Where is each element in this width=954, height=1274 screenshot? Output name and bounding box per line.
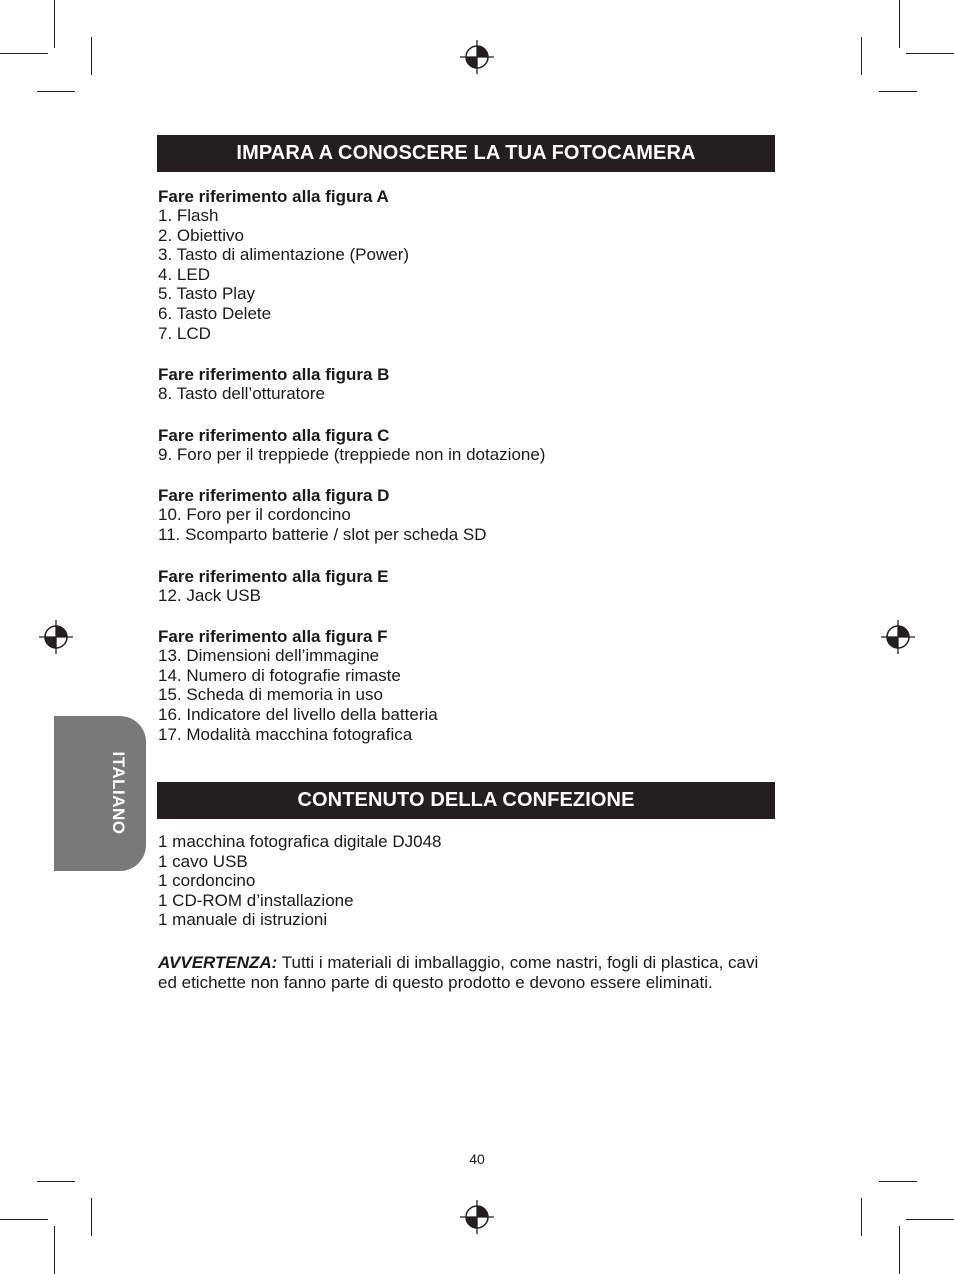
- list-item: 1 manuale di istruzioni: [158, 910, 328, 930]
- list-item: 9. Foro per il treppiede (treppiede non in dotazione): [158, 444, 546, 464]
- registration-mark-icon: [39, 620, 73, 654]
- crop-mark: [91, 1198, 92, 1236]
- list-item: 4. LED: [158, 264, 210, 284]
- crop-mark: [0, 53, 48, 54]
- crop-mark: [906, 1219, 954, 1220]
- figure-heading: Fare riferimento alla figura B: [158, 365, 390, 385]
- crop-mark: [861, 37, 862, 75]
- package-content: [158, 832, 778, 930]
- crop-mark: [54, 1226, 55, 1274]
- know-camera-content: [158, 187, 778, 744]
- figure-heading: Fare riferimento alla figura D: [158, 486, 390, 506]
- list-item: 13. Dimensioni dell’immagine: [158, 646, 380, 666]
- figure-heading: Fare riferimento alla figura C: [158, 425, 390, 445]
- crop-mark: [879, 1181, 917, 1182]
- registration-mark-icon: [881, 620, 915, 654]
- crop-mark: [906, 53, 954, 54]
- list-item: 1 cordoncino: [158, 871, 256, 891]
- list-item: 16. Indicatore del livello della batteria: [158, 704, 438, 724]
- crop-mark: [91, 37, 92, 75]
- language-tab-label: ITALIANO: [109, 751, 128, 835]
- list-item: 7. LCD: [158, 323, 211, 343]
- list-item: 17. Modalità macchina fotografica: [158, 724, 413, 744]
- crop-mark: [37, 91, 75, 92]
- crop-mark: [0, 1219, 48, 1220]
- list-item: 1 CD-ROM d’installazione: [158, 890, 354, 910]
- crop-mark: [899, 1226, 900, 1274]
- figure-heading: Fare riferimento alla figura E: [158, 566, 389, 586]
- list-item: 5. Tasto Play: [158, 284, 256, 304]
- list-item: 14. Numero di fotografie rimaste: [158, 665, 401, 685]
- registration-mark-icon: [460, 1200, 494, 1234]
- section-title-know-camera: IMPARA A CONOSCERE LA TUA FOTOCAMERA: [157, 135, 775, 172]
- list-item: 10. Foro per il cordoncino: [158, 505, 351, 525]
- warning-label: AVVERTENZA:: [158, 953, 278, 972]
- list-item: 6. Tasto Delete: [158, 303, 272, 323]
- registration-mark-icon: [460, 40, 494, 74]
- list-item: 1 cavo USB: [158, 851, 248, 871]
- list-item: 2. Obiettivo: [158, 225, 244, 245]
- list-item: 1. Flash: [158, 206, 219, 225]
- section-title-package: CONTENUTO DELLA CONFEZIONE: [157, 782, 775, 819]
- warning-paragraph: [158, 953, 778, 992]
- list-item: 1 macchina fotografica digitale DJ048: [158, 832, 442, 851]
- crop-mark: [861, 1198, 862, 1236]
- crop-mark: [879, 91, 917, 92]
- list-item: 8. Tasto dell’otturatore: [158, 384, 325, 404]
- list-item: 11. Scomparto batterie / slot per scheda SD: [158, 524, 487, 544]
- figure-heading: Fare riferimento alla figura A: [158, 187, 389, 206]
- list-item: 12. Jack USB: [158, 585, 261, 605]
- figure-heading: Fare riferimento alla figura F: [158, 627, 388, 647]
- list-item: 15. Scheda di memoria in uso: [158, 685, 383, 705]
- language-tab: [54, 716, 146, 871]
- crop-mark: [899, 0, 900, 48]
- list-item: 3. Tasto di alimentazione (Power): [158, 245, 410, 265]
- crop-mark: [37, 1181, 75, 1182]
- crop-mark: [54, 0, 55, 48]
- warning-text: Tutti i materiali di imballaggio, come nastri, fogli di plastica, cavi ed etichette non fanno parte di questo prodotto e devono essere eliminati.: [158, 953, 759, 992]
- page-number: 40: [469, 1151, 485, 1167]
